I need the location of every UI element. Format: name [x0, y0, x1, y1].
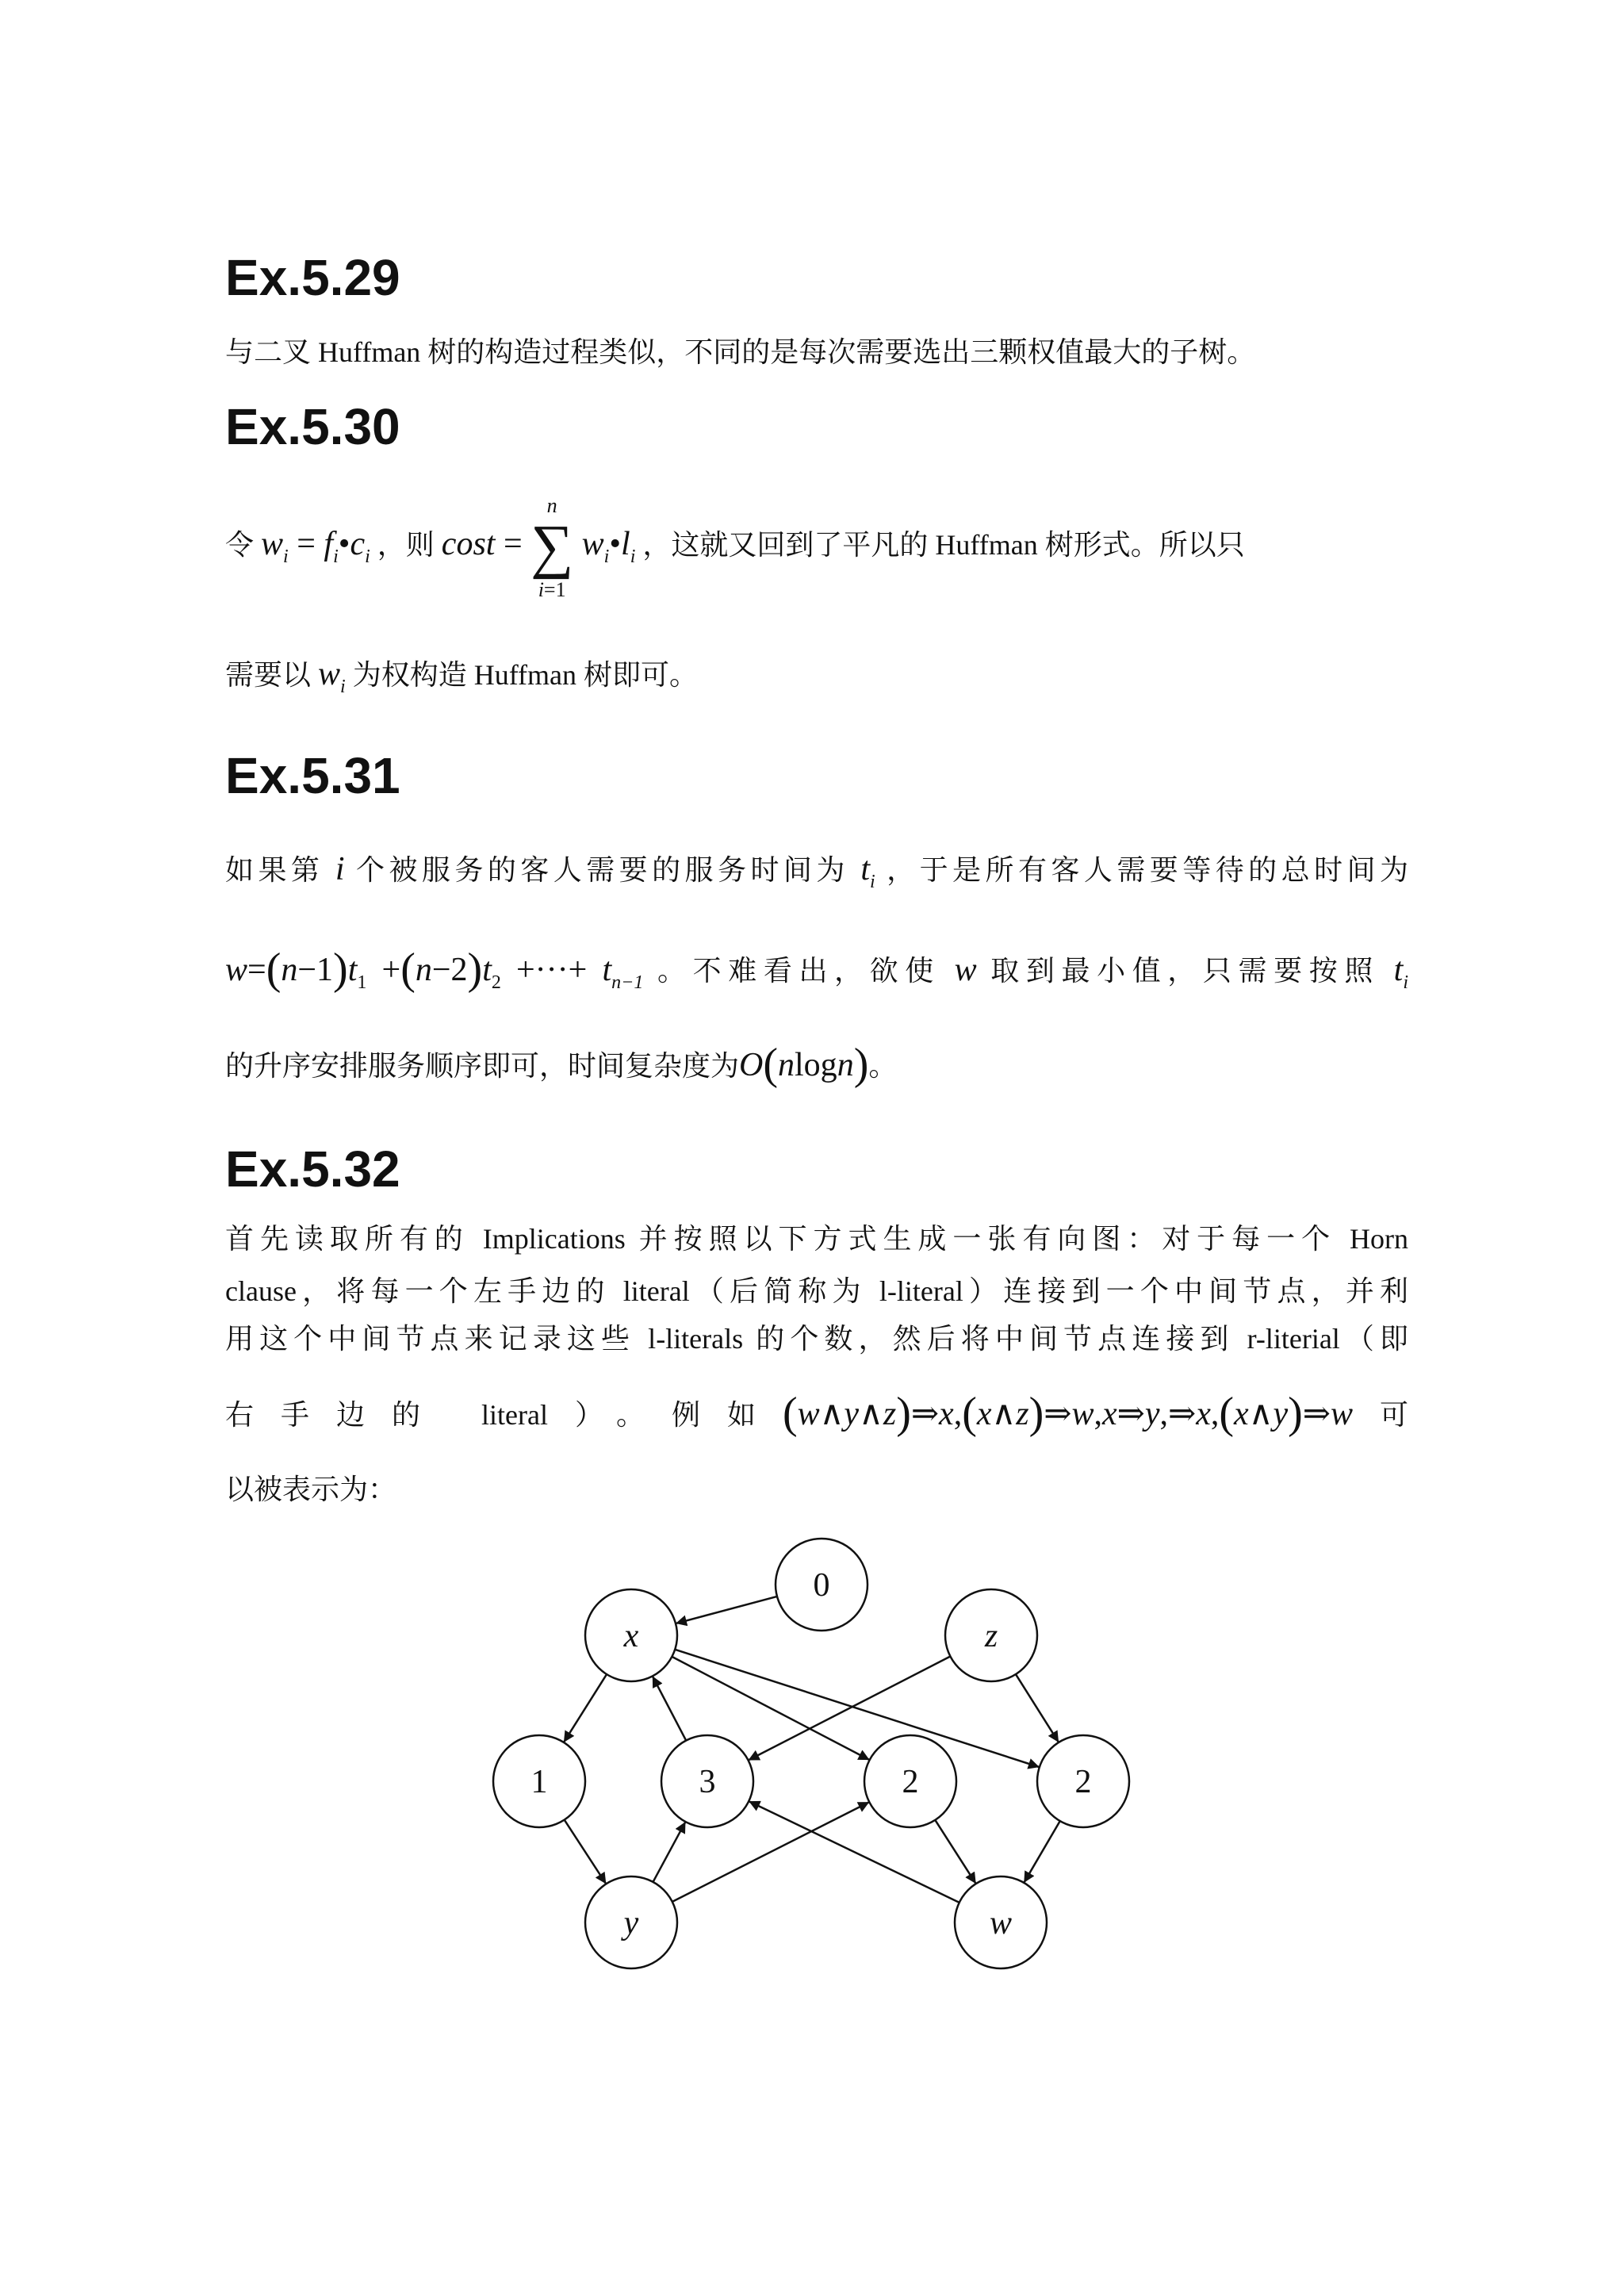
graph-node-label: w	[989, 1905, 1013, 1941]
text-segment: 令	[225, 529, 255, 561]
text-segment: ，则	[377, 529, 435, 561]
text-segment: 可	[1352, 1399, 1408, 1431]
graph-edge-y-n3	[653, 1823, 685, 1882]
graph-edge-x-n1	[564, 1674, 607, 1742]
graph-node-n2a	[864, 1735, 956, 1827]
graph-node-n0	[776, 1539, 868, 1631]
graph-node-n1	[493, 1735, 585, 1827]
section-heading-5-30: Ex.5.30	[225, 398, 400, 455]
text-segment: ，于是所有客人需要等待的总时间为	[887, 854, 1409, 886]
paragraph-5-31-line-1	[225, 845, 1408, 894]
formula-w: w	[954, 952, 977, 988]
graph-node-label: 2	[902, 1764, 919, 1800]
formula-total-wait: $w=(n-1)t_1 +(n-2)t_2$ +···+ $t_{n-1}$	[225, 945, 644, 994]
graph-node-label: 1	[530, 1764, 548, 1800]
graph-node-z	[945, 1589, 1037, 1681]
graph-node-n3	[661, 1735, 753, 1827]
graph-node-label: 3	[699, 1764, 716, 1800]
formula-wi: $w_i$	[318, 656, 346, 697]
text-segment: 。	[868, 1050, 898, 1082]
graph-node-label: z	[984, 1618, 998, 1654]
graph-edge-n1-y	[565, 1820, 606, 1884]
text-segment: 取到最小值，只需要按照	[990, 955, 1381, 987]
formula-i: i	[335, 851, 345, 887]
section-heading-5-32: Ex.5.32	[225, 1140, 400, 1198]
paragraph-5-30-line-2	[225, 650, 1408, 699]
graph-edge-n0-x	[676, 1596, 777, 1623]
text-segment: 右手边的 literal）。例如	[225, 1399, 783, 1431]
graph-node-label: x	[623, 1618, 639, 1654]
text-segment: 。不难看出，欲使	[657, 955, 940, 987]
graph-node-y	[585, 1876, 677, 1968]
formula-complexity: O(nlogn)	[739, 1040, 869, 1089]
text-segment: 的升序安排服务顺序即可，时间复杂度为	[225, 1050, 740, 1082]
formula-cost: cost = n ∑ i=1 $w_i•l_i$	[441, 494, 636, 602]
graph-node-x	[585, 1589, 677, 1681]
graph-node-label: y	[623, 1905, 639, 1941]
paragraph-5-32-line-3: 用这个中间节点来记录这些 l-literals 的个数，然后将中间节点连接到 r-literial（即	[225, 1323, 1408, 1355]
section-heading-5-29: Ex.5.29	[225, 249, 400, 306]
graph-edge-n2a-w	[935, 1820, 975, 1883]
formula-weight: $w_i$ = $f_i•c_i$	[261, 526, 370, 567]
summation-symbol: n ∑ i=1	[530, 494, 574, 602]
text-segment: 个被服务的客人需要的服务时间为	[355, 854, 849, 886]
implication-graph	[0, 1507, 1624, 1983]
text-segment: ，这就又回到了平凡的 Huffman 树形式。所以只	[642, 529, 1245, 561]
section-heading-5-31: Ex.5.31	[225, 747, 400, 804]
graph-edge-n3-x	[653, 1677, 686, 1740]
paragraph-5-31-line-2	[225, 945, 1408, 995]
paragraph-5-30-line-1	[225, 494, 1408, 602]
paragraph-5-31-line-3	[225, 1041, 1408, 1090]
paragraph-5-29: 与二叉 Huffman 树的构造过程类似，不同的是每次需要选出三颗权值最大的子树。	[225, 336, 1256, 368]
graph-node-label: 0	[813, 1567, 830, 1604]
paragraph-5-32-line-4	[225, 1389, 1408, 1439]
paragraph-5-32-line-5: 以被表示为：	[225, 1474, 397, 1505]
graph-node-label: 2	[1074, 1764, 1092, 1800]
text-segment: 需要以	[225, 659, 312, 691]
graph-node-n2b	[1037, 1735, 1129, 1827]
paragraph-5-32-line-1: 首先读取所有的 Implications 并按照以下方式生成一张有向图：对于每一个 Horn	[225, 1223, 1408, 1255]
text-segment: 为权构造 Huffman 树即可。	[352, 659, 699, 691]
formula-ti: $t_i$	[860, 851, 875, 892]
graph-edge-n2b-w	[1025, 1821, 1060, 1882]
formula-implications: (w∧y∧z)⇒x,(x∧z)⇒w,x⇒y,⇒x,(x∧y)⇒w	[783, 1389, 1353, 1438]
graph-edge-z-n2b	[1016, 1674, 1059, 1742]
graph-node-w	[955, 1876, 1047, 1968]
formula-ti-2: $t_i$	[1393, 952, 1409, 993]
text-segment: 如果第	[225, 854, 324, 886]
paragraph-5-32-line-2: clause，将每一个左手边的 literal（后简称为 l-literal）连接到一个中间节点，并利	[225, 1275, 1408, 1307]
